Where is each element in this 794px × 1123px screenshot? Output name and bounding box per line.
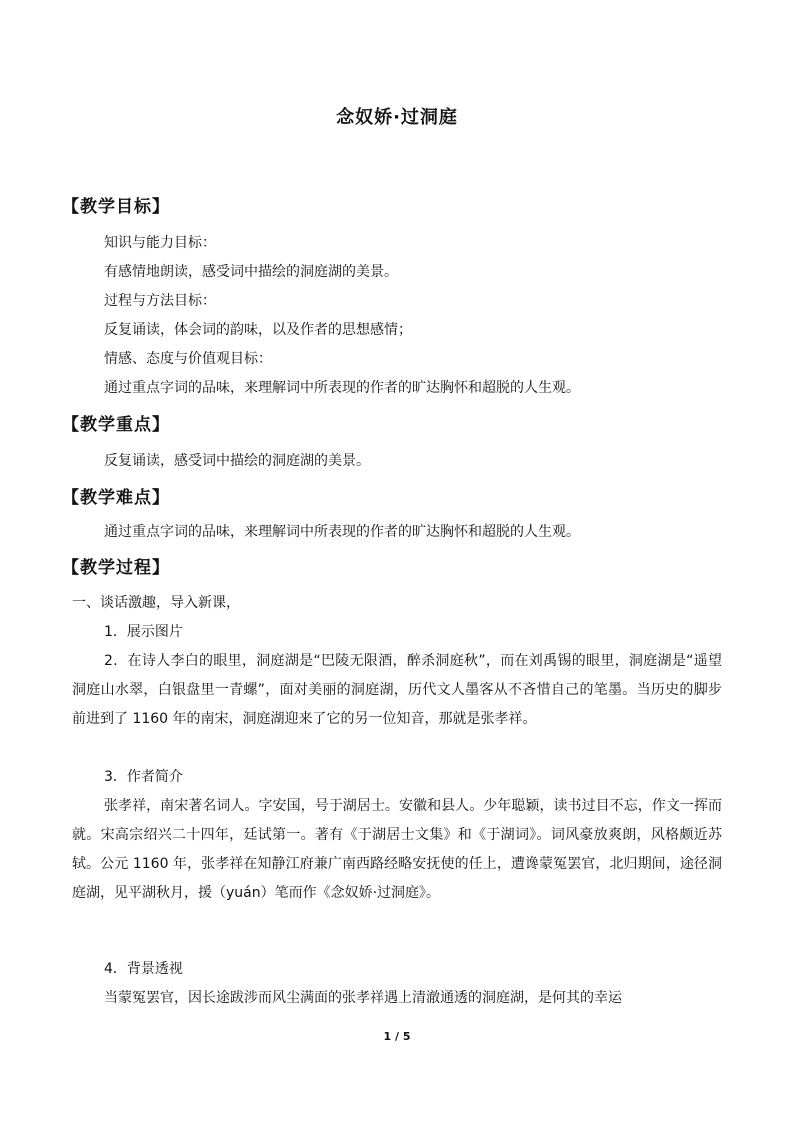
key-points-text: 反复诵读，感受词中描绘的洞庭湖的美景。 [104,453,370,469]
process-item-3: 3．作者简介 [104,769,183,785]
heading-process: 【教学过程】 [62,558,170,578]
objectives-line: 情感、态度与价值观目标： [104,351,272,367]
objectives-line: 反复诵读，体会词的韵味，以及作者的思想感情； [104,322,412,338]
objectives-line: 过程与方法目标： [104,293,216,309]
background-text: 当蒙冤罢官，因长途跋涉而风尘满面的张孝祥遇上清澈通透的洞庭湖，是何其的幸运 [104,990,622,1006]
objectives-line: 有感情地朗读，感受词中描绘的洞庭湖的美景。 [104,264,398,280]
heading-difficulties: 【教学难点】 [62,488,170,508]
process-item-2: 2．在诗人李白的眼里，洞庭湖是“巴陵无限酒，醉杀洞庭秋”，而在刘禹锡的眼里，洞庭湖是“遥望洞庭山水翠，白银盘里一青螺”，面对美丽的洞庭湖，历代文人墨客从不吝惜自己的笔墨。当历史的脚步前进到了 1160 年的南宋，洞庭湖迎来了它的另一位知音，那就是张孝祥。 [72,653,722,727]
heading-key-points: 【教学重点】 [62,415,170,435]
author-intro: 张孝祥，南宋著名词人。字安国，号于湖居士。安徽和县人。少年聪颖，读书过目不忘，作文一挥而就。宋高宗绍兴二十四年，廷试第一。著有《于湖居士文集》和《于湖词》。词风豪放爽朗，风格颇近苏轼。公元 1160 年，张孝祥在知静江府兼广南西路经略安抚使的任上，遭谗蒙冤罢官，北归期间，途径洞庭湖，见平湖秋月，援（yuán）笔而作《念奴娇·过洞庭》。 [72,798,722,901]
objectives-line: 知识与能力目标： [104,235,216,251]
process-item-4: 4．背景透视 [104,961,183,977]
difficulties-text: 通过重点字词的品味，来理解词中所表现的作者的旷达胸怀和超脱的人生观。 [104,524,580,540]
heading-objectives: 【教学目标】 [62,197,170,217]
objectives-line: 通过重点字词的品味，来理解词中所表现的作者的旷达胸怀和超脱的人生观。 [104,380,580,396]
document-title: 念奴娇·过洞庭 [336,107,458,128]
process-item-1: 1．展示图片 [104,624,183,640]
page-number: 1 / 5 [383,1030,411,1043]
process-step-one: 一、谈话激趣，导入新课， [72,595,240,611]
